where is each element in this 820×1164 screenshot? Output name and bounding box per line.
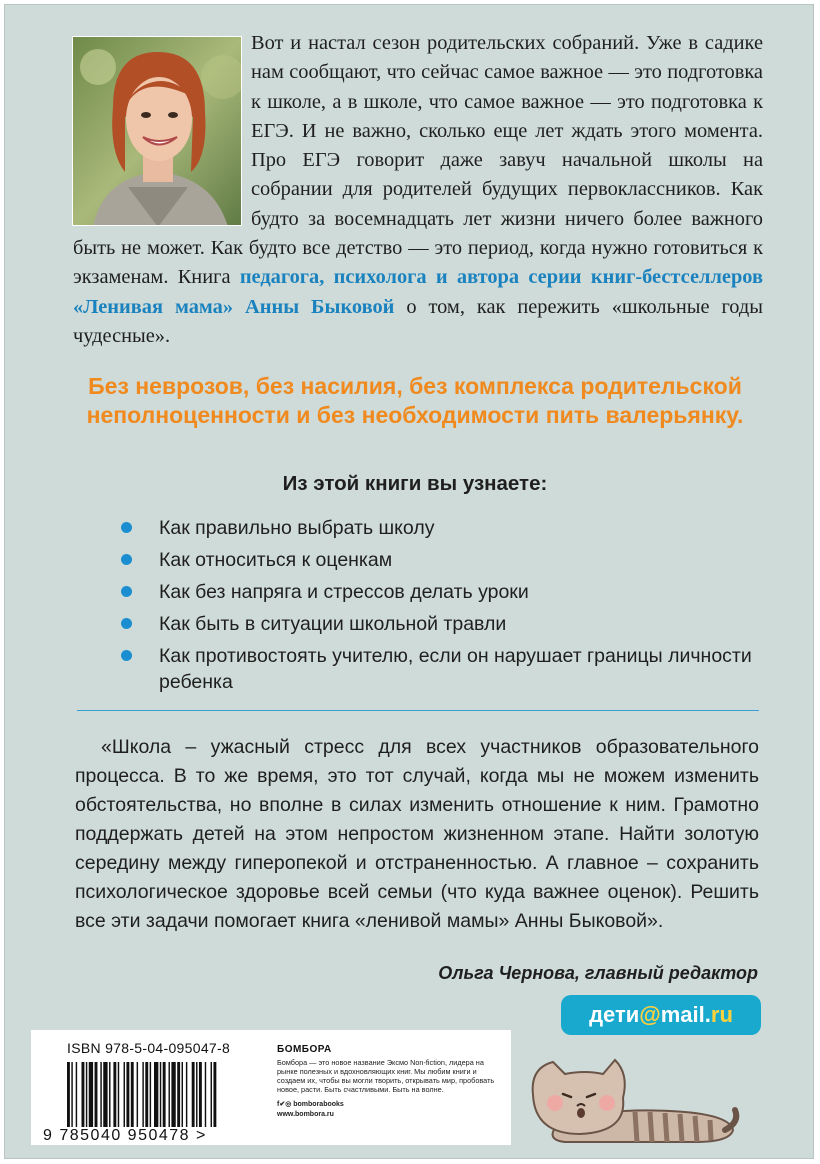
publisher-social: f✔◎ bomborabooks <box>277 1101 344 1108</box>
list-item-text: Как без напряга и стрессов делать уроки <box>159 581 529 603</box>
intro-text-end: о том, как пережить «школьные годы чудесные». <box>73 295 763 347</box>
bullet-dot-icon <box>121 522 132 533</box>
back-cover <box>4 4 814 1159</box>
publisher-name: БОМБОРА <box>277 1044 332 1055</box>
intro-text: Вот и настал сезон родительских собраний. Уже в садике нам сообщают, что сейчас самое важное — это подготовка к школе, а в школе, что самое важное — это подготовка к ЕГЭ. И не важно, сколько еще лет ждать этого момента. Про ЕГЭ говорит даже завуч начальной школы на собрании для родителей будущих первоклассников. Как будто за восемнадцать лет жизни ничего более важного быть не может. Как будто все детство — это период, когда нужно готовиться к экзаменам. Книга <box>73 32 763 289</box>
isbn-digits: 9 785040 950478 > <box>43 1127 207 1144</box>
bullet-dot-icon <box>121 650 132 661</box>
editor-quote: «Школа – ужасный стресс для всех участников образовательного процесса. В то же время, это тот случай, когда мы не можем изменить обстоятельства, но вполне в силах изменить отношение к ним. Грамотно поддержать детей на этом непростом жизненном этапе. Найти золотую середину между гиперопекой и отстраненностью. А главное – сохранить психологическое здоровье всей семьи (что куда важнее оценок). Решить все эти задачи помогает книга «ленивой мамы» Анны Быковой». <box>75 736 759 932</box>
isbn-box <box>31 1030 511 1145</box>
deti-mail-logo <box>561 995 761 1035</box>
publisher-description: Бомбора — это новое название Эксмо Non-fiction, лидера на рынке полезных и вдохновляющих книг. Мы любим книги и создаем их, чтобы вы могли творить, открывать мир, пробовать новое, расти. Быть счастливыми. Быть на волне. <box>277 1058 495 1094</box>
list-item-text: Как противостоять учителю, если он нарушает границы личности ребенка <box>159 645 752 693</box>
list-item-text: Как быть в ситуации школьной травли <box>159 613 507 635</box>
publisher-site: www.bombora.ru <box>277 1111 334 1118</box>
quote-signature: Ольга Чернова, главный редактор <box>438 963 758 983</box>
isbn-label: ISBN 978-5-04-095047-8 <box>67 1040 231 1056</box>
publisher-block <box>277 1044 502 1118</box>
learn-title: Из этой книги вы узнаете: <box>282 472 548 495</box>
intro-paragraph <box>73 29 763 351</box>
list-item-text: Как относиться к оценкам <box>159 549 393 571</box>
list-item-text: Как правильно выбрать школу <box>159 517 435 539</box>
logo-part: дети <box>589 1002 640 1027</box>
logo-dot: . <box>704 1002 711 1027</box>
list-item <box>119 515 769 541</box>
list-item <box>119 643 769 695</box>
bullet-dot-icon <box>121 618 132 629</box>
logo-part: mail <box>660 1002 705 1027</box>
list-item <box>119 547 769 573</box>
photo-spacer <box>73 29 251 207</box>
bullet-dot-icon <box>121 554 132 565</box>
bullet-dot-icon <box>121 586 132 597</box>
logo-ru: ru <box>710 1002 733 1027</box>
logo-at: @ <box>639 1002 661 1027</box>
barcode <box>65 1062 263 1127</box>
list-item <box>119 579 769 605</box>
intro-highlight: педагога, психолога и автора серии книг-бестселлеров «Ленивая мама» Анны Быковой <box>73 266 763 318</box>
learn-list <box>119 515 769 701</box>
section-divider <box>77 710 759 711</box>
cat-illustration <box>525 1050 745 1150</box>
tagline: Без неврозов, без насилия, без комплекса родительской неполноценности и без необходимости пить валерьянку. <box>86 373 744 428</box>
list-item <box>119 611 769 637</box>
